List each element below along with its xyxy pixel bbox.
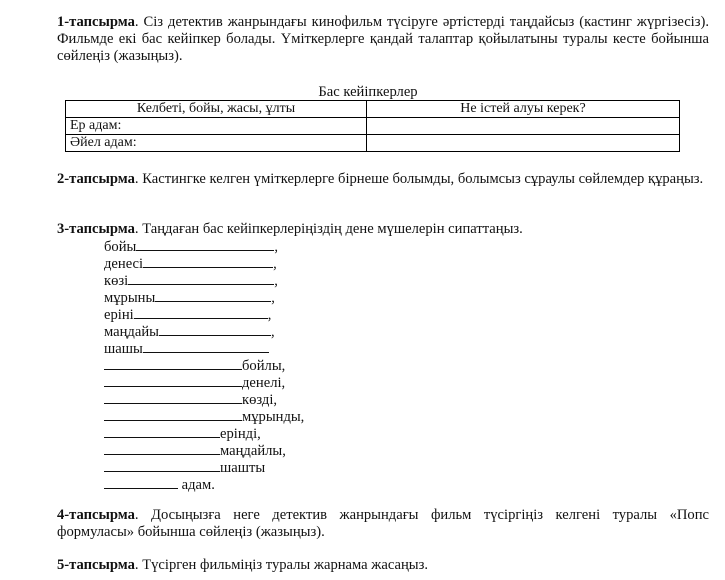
task-5-text: . Түсірген фильміңіз туралы жарнама жасаңыз. (134, 557, 429, 573)
list-item: денесі , (104, 256, 277, 272)
blank-line[interactable] (104, 374, 242, 387)
blank-line[interactable] (155, 289, 271, 302)
blank-line[interactable] (104, 476, 178, 489)
task-2-label: 2-тапсырма (57, 171, 135, 187)
blank-line[interactable] (143, 255, 273, 268)
table-header-row (66, 101, 680, 118)
task-4 (57, 507, 709, 541)
task-4-label: 4-тапсырма (57, 507, 135, 523)
list-item: ерінi , (104, 307, 272, 323)
list-item: маңдайы , (104, 324, 275, 340)
main-characters-table (65, 100, 680, 152)
row-woman-label: Әйел адам: (66, 135, 367, 152)
list-item: мұрынды, (104, 408, 524, 425)
task-3-text: . Таңдаған бас кейіпкерлеріңіздің дене мүшелерін сипаттаңыз. (134, 221, 523, 237)
header-abilities: Не істей алуы керек? (367, 101, 680, 118)
list-item: маңдайлы, (104, 442, 524, 459)
task-5 (57, 557, 709, 574)
list-item: көзді, (104, 391, 524, 408)
task-1-text: . Сіз детектив жанрындағы кинофильм түсіруге әртістерді таңдайсыз (кастинг жүргізесіз). Фильмде екі бас кейіпкер болады. Үміткерлерге қандай талаптар қойылатыны туралы кесте бойынша сөйлеңіз (жазыңыз). (57, 14, 709, 64)
blank-line[interactable] (143, 340, 269, 353)
table-row-woman (66, 135, 680, 152)
row-woman-value[interactable] (367, 135, 680, 152)
blank-line[interactable] (104, 425, 220, 438)
list-item: мұрыны , (104, 290, 275, 306)
blank-line[interactable] (104, 357, 242, 370)
task-1-label: 1-тапсырма (57, 14, 135, 30)
blank-line[interactable] (104, 442, 220, 455)
fill-in-list (104, 238, 524, 493)
row-man-value[interactable] (367, 118, 680, 135)
task-3 (57, 221, 709, 238)
list-item: адам. (104, 476, 524, 493)
task-2-text: . Кастингке келген үміткерлерге бірнеше болымды, болымсыз сұраулы сөйлемдер құраңыз. (134, 171, 704, 187)
list-item: шашты (104, 459, 524, 476)
blank-line[interactable] (104, 391, 242, 404)
task-2 (57, 171, 709, 188)
blank-line[interactable] (136, 238, 274, 251)
blank-line[interactable] (104, 408, 242, 421)
task-4-text: . Досыңызға неге детектив жанрындағы фильм түсіргіңіз келгені туралы «Попс формуласы» бойынша сөйлеңіз (жазыңыз). (57, 507, 709, 540)
task-3-label: 3-тапсырма (57, 221, 135, 237)
blank-line[interactable] (104, 459, 220, 472)
table-caption: Бас кейіпкерлер (318, 84, 418, 100)
list-item: ерінді, (104, 425, 524, 442)
blank-line[interactable] (134, 306, 268, 319)
task-1 (57, 14, 709, 65)
list-item: шашы (104, 340, 524, 357)
table-row-man (66, 118, 680, 135)
list-item: көзі , (104, 273, 278, 289)
blank-line[interactable] (128, 272, 274, 285)
row-man-label: Ер адам: (66, 118, 367, 135)
list-item: бойы , (104, 239, 278, 255)
header-appearance: Келбеті, бойы, жасы, ұлты (66, 101, 367, 118)
blank-line[interactable] (159, 323, 271, 336)
list-item: денелі, (104, 374, 524, 391)
task-5-label: 5-тапсырма (57, 557, 135, 573)
list-item: бойлы, (104, 357, 524, 374)
